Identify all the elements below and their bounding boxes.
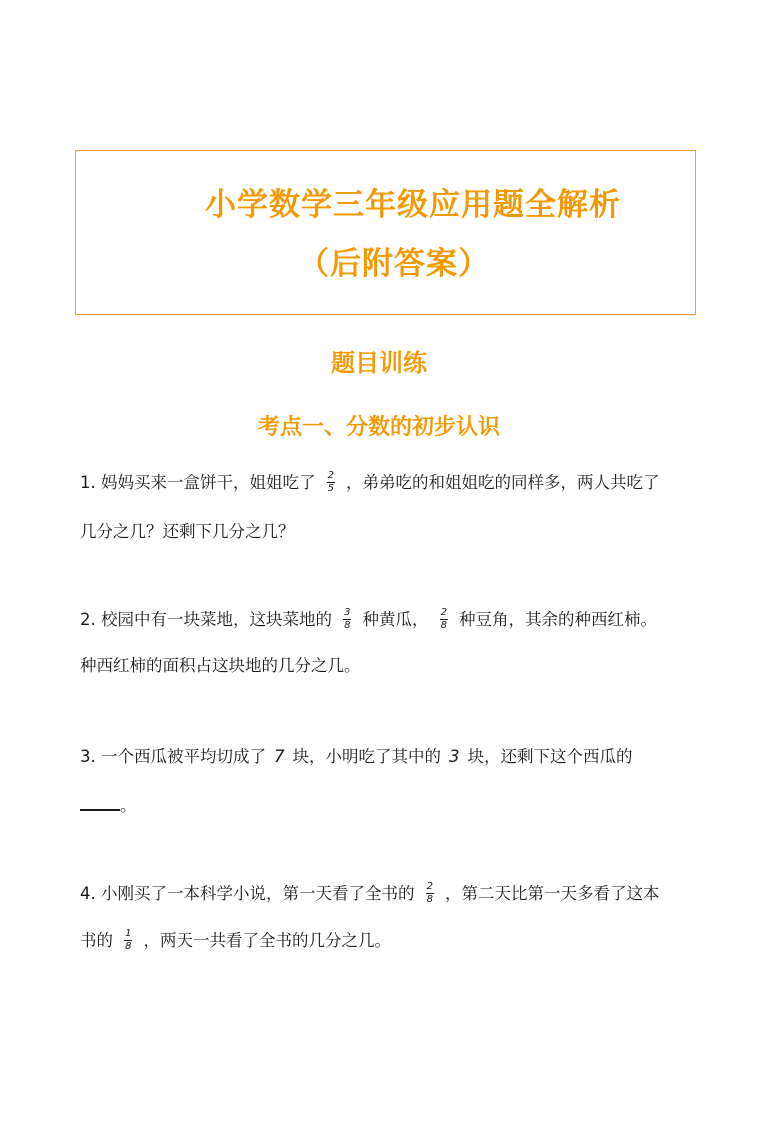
question-2-text-c: 种豆角，其余的种西红柿。 xyxy=(459,610,657,629)
fraction-bar xyxy=(440,619,448,620)
fraction-bar xyxy=(426,893,434,894)
fraction-numerator: 1 xyxy=(125,928,132,939)
title-box xyxy=(75,150,696,315)
fraction xyxy=(124,929,132,952)
answer-blank[interactable] xyxy=(80,799,120,811)
fraction xyxy=(440,608,448,631)
document-subtitle: （后附答案） xyxy=(298,246,490,282)
question-2-line-1 xyxy=(80,607,657,633)
question-3-line-2 xyxy=(80,793,137,819)
fraction-numerator: 2 xyxy=(327,470,334,481)
question-4-text-d: ，两天一共看了全书的几分之几。 xyxy=(143,931,391,950)
question-4-text-c: 书的 xyxy=(80,931,113,950)
question-3-line-1 xyxy=(80,744,633,770)
fraction-bar xyxy=(343,619,351,620)
number-value: 3 xyxy=(449,747,460,766)
question-3-text-c: 块，还剩下这个西瓜的 xyxy=(467,747,633,766)
fraction-bar xyxy=(327,482,335,483)
fraction xyxy=(343,608,351,631)
question-1-text-b: ，弟弟吃的和姐姐吃的同样多，两人共吃了 xyxy=(346,473,660,492)
number-value: 7 xyxy=(274,747,285,766)
topic-heading: 考点一、分数的初步认识 xyxy=(257,415,500,440)
fraction-denominator: 5 xyxy=(327,483,334,494)
fraction-numerator: 2 xyxy=(426,881,433,892)
fraction-numerator: 3 xyxy=(344,607,351,618)
question-4-line-1 xyxy=(80,881,660,907)
fraction-denominator: 8 xyxy=(125,941,132,952)
question-2-text-a: 2. 校园中有一块菜地，这块菜地的 xyxy=(80,610,332,629)
question-2-text-b: 种黄瓜， xyxy=(362,610,429,629)
question-4-text-a: 4. 小刚买了一本科学小说，第一天看了全书的 xyxy=(80,884,415,903)
fraction xyxy=(426,882,434,905)
question-1-line-2: 几分之几？还剩下几分之几？ xyxy=(80,522,295,541)
fraction-denominator: 8 xyxy=(440,620,447,631)
question-3-text-b: 块，小明吃了其中的 xyxy=(292,747,441,766)
section-heading: 题目训练 xyxy=(331,349,427,377)
fraction-bar xyxy=(124,940,132,941)
fraction xyxy=(327,471,335,494)
fraction-denominator: 8 xyxy=(426,894,433,905)
question-4-text-b: ，第二天比第一天多看了这本 xyxy=(445,884,660,903)
fraction-denominator: 8 xyxy=(344,620,351,631)
document-title: 小学数学三年级应用题全解析 xyxy=(205,187,621,223)
fraction-numerator: 2 xyxy=(440,607,447,618)
question-2-line-2: 种西红柿的面积占这块地的几分之几。 xyxy=(80,656,361,675)
question-3-text-a: 3. 一个西瓜被平均切成了 xyxy=(80,747,266,766)
question-3-end: 。 xyxy=(120,796,137,815)
question-4-line-2 xyxy=(80,928,391,954)
question-1-text-a: 1. 妈妈买来一盒饼干，姐姐吃了 xyxy=(80,473,316,492)
question-1-line-1 xyxy=(80,470,660,496)
